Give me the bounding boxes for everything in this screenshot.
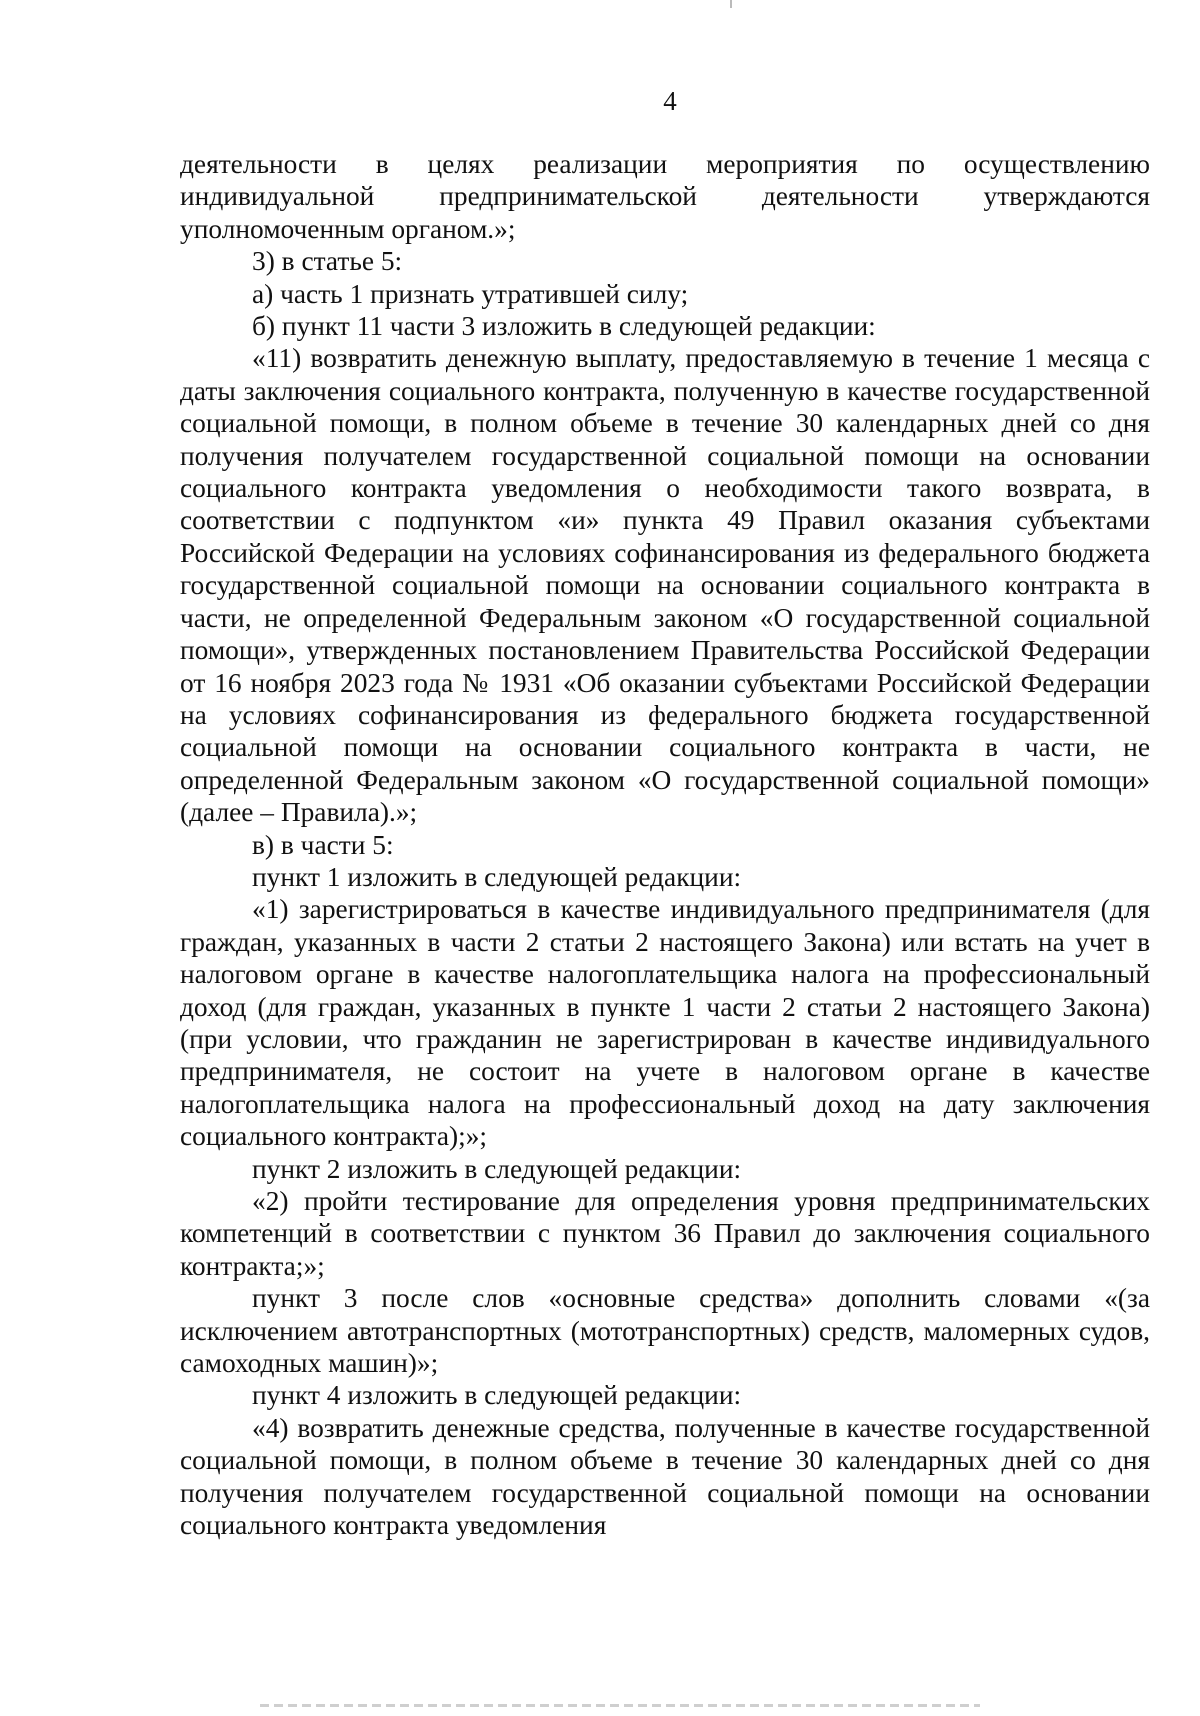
- paragraph-point-1-intro: пункт 1 изложить в следующей редакции:: [252, 861, 742, 892]
- paragraph-point-1: «1) зарегистрироваться в качестве индивидуального предпринимателя (для граждан, указанных в части 2 статьи 2 настоящего Закона) или встать на учет в налоговом органе в качестве налогоплательщика налога на профессиональный доход (для граждан, указанных в пункте 1 части 2 статьи 2 настоящего Закона) (при условии, что гражданин не зарегистрирован в качестве индивидуального предпринимателя, не состоит на учете в налоговом органе в качестве налогоплательщика налога на профессиональный доход на дату заключения социального контракта);»;: [180, 894, 1150, 1152]
- paragraph-continuation: деятельности в целях реализации мероприятия по осуществлению индивидуальной предпринимательской деятельности утверждаются уполномоченным органом.»;: [180, 149, 1150, 244]
- paragraph-point-11: «11) возвратить денежную выплату, предоставляемую в течение 1 месяца с даты заключения социального контракта, полученную в качестве государственной социальной помощи, в полном объеме в течение 30 календарных дней со дня получения получателем государственной социальной помощи на основании социального контракта уведомления о необходимости такого возврата, в соответствии с подпунктом «и» пункта 49 Правил оказания субъектами Российской Федерации на условиях софинансирования из федерального бюджета государственной социальной помощи на основании социального контракта в части, не определенной Федеральным законом «О государственной социальной помощи», утвержденных постановлением Правительства Российской Федерации от 16 ноября 2023 года № 1931 «Об оказании субъектами Российской Федерации на условиях софинансирования из федерального бюджета государственной социальной помощи на основании социального контракта в части, не определенной Федеральным законом «О государственной социальной помощи» (далее – Правила).»;: [180, 343, 1150, 828]
- scan-artifact-top: [730, 0, 732, 8]
- paragraph-point-2-intro: пункт 2 изложить в следующей редакции:: [252, 1153, 742, 1184]
- paragraph-article-5-heading: 3) в статье 5:: [252, 246, 403, 277]
- paragraph-item-a: а) часть 1 признать утратившей силу;: [252, 278, 689, 309]
- paragraph-item-v: в) в части 5:: [252, 829, 394, 860]
- document-body: [180, 148, 1150, 1541]
- paragraph-point-4-intro: пункт 4 изложить в следующей редакции:: [252, 1380, 742, 1411]
- scan-artifact-bottom: [260, 1704, 980, 1707]
- paragraph-item-b: б) пункт 11 части 3 изложить в следующей редакции:: [252, 311, 876, 342]
- paragraph-point-4: «4) возвратить денежные средства, полученные в качестве государственной социальной помощи, в полном объеме в течение 30 календарных дней со дня получения получателем государственной социальной помощи на основании социального контракта уведомления: [180, 1412, 1150, 1541]
- paragraph-point-3: пункт 3 после слов «основные средства» дополнить словами «(за исключением автотранспортных (мототранспортных) средств, маломерных судов, самоходных машин)»;: [180, 1283, 1150, 1379]
- page-number: 4: [663, 86, 677, 116]
- paragraph-point-2: «2) пройти тестирование для определения уровня предпринимательских компетенций в соответствии с пунктом 36 Правил до заключения социального контракта;»;: [180, 1186, 1150, 1281]
